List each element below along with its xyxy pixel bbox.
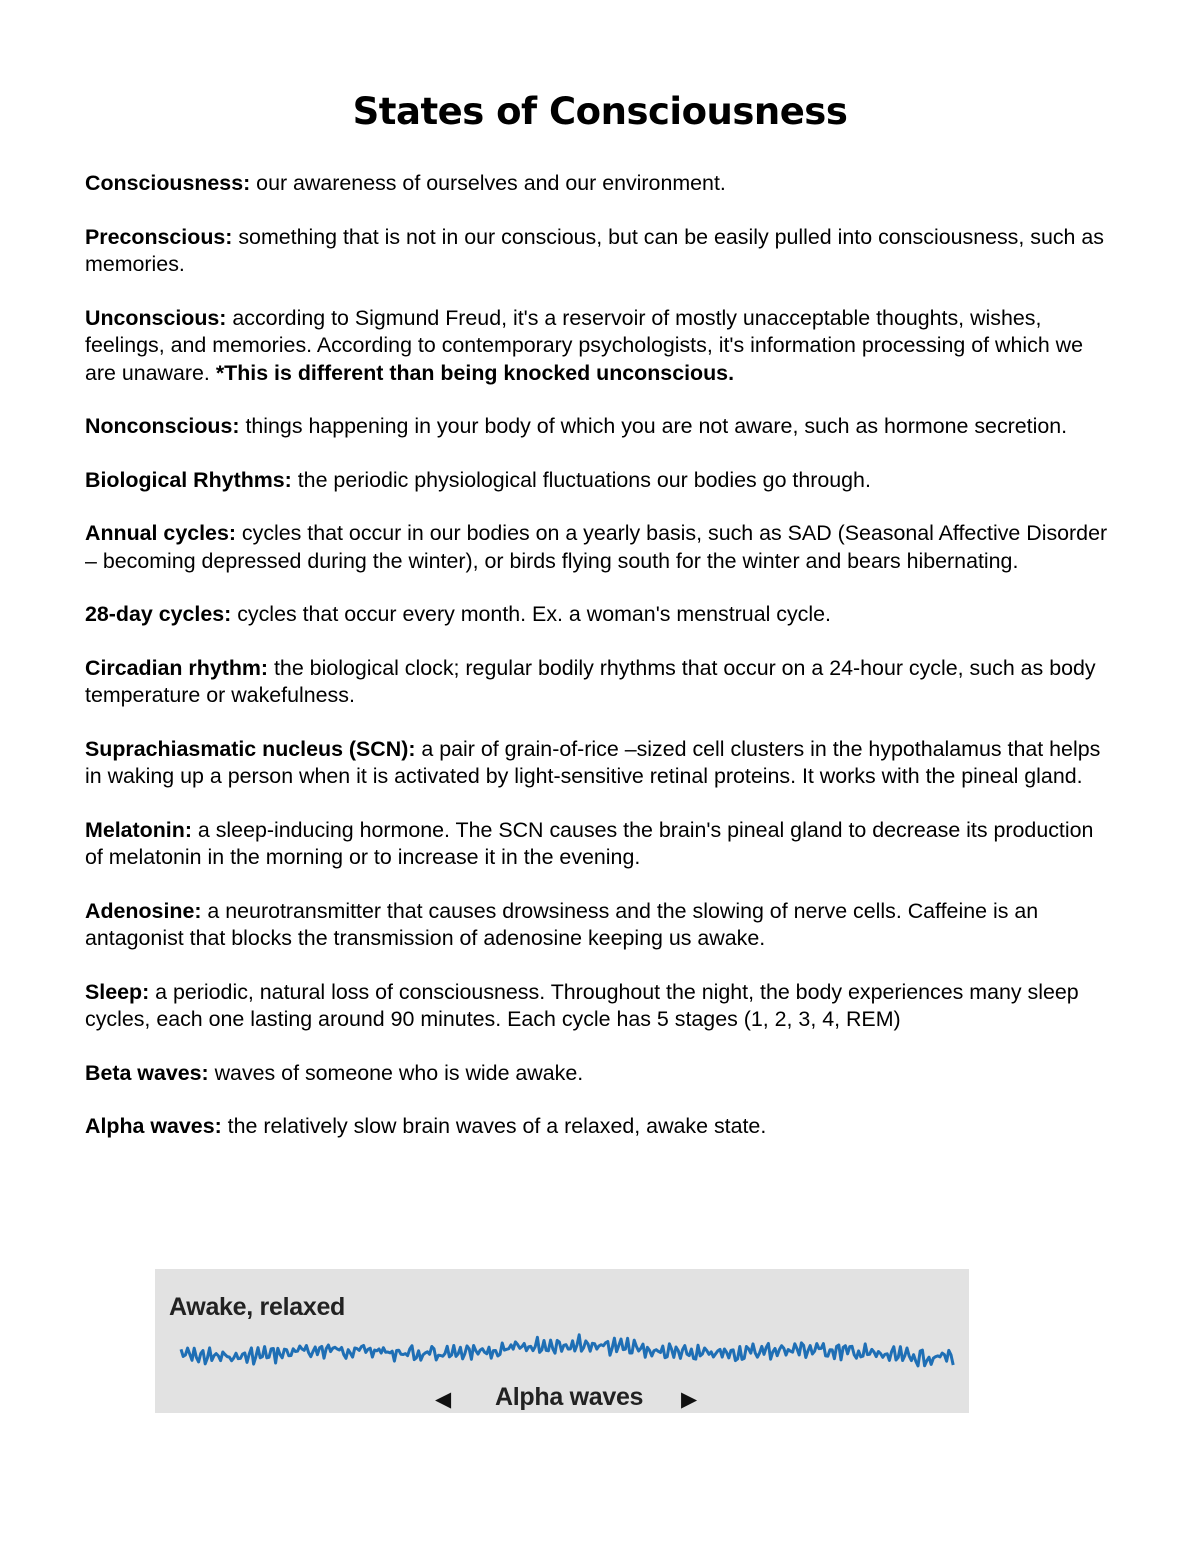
- definition-text: the periodic physiological fluctuations our bodies go through.: [291, 467, 871, 492]
- left-arrow-icon: ◀: [435, 1388, 452, 1411]
- definition-text: our awareness of ourselves and our environment.: [250, 171, 726, 195]
- term: Melatonin:: [85, 817, 192, 842]
- term: Sleep:: [85, 979, 150, 1004]
- definition-beta-waves: [85, 1060, 1115, 1088]
- definition-preconscious: [85, 224, 1115, 279]
- term: Consciousness:: [85, 171, 251, 195]
- alpha-wave-trace: [181, 1335, 953, 1366]
- definition-alpha-waves: [85, 1113, 1115, 1141]
- definition-scn: [85, 736, 1115, 791]
- definition-text: the biological clock; regular bodily rhythms that occur on a 24-hour cycle, such as body temperature or wakefulness.: [85, 655, 1096, 707]
- definition-note: *This is different than being knocked unconscious.: [215, 360, 735, 385]
- figure-heading: Awake, relaxed: [169, 1293, 346, 1321]
- term: Suprachiasmatic nucleus (SCN):: [85, 736, 416, 761]
- term: Biological Rhythms:: [85, 467, 292, 492]
- right-arrow-icon: ▶: [681, 1388, 698, 1411]
- term: Circadian rhythm:: [85, 655, 269, 680]
- figure-caption: Alpha waves: [495, 1383, 644, 1411]
- definition-nonconscious: [85, 413, 1115, 441]
- term: 28-day cycles:: [85, 602, 232, 626]
- definition-text: waves of someone who is wide awake.: [208, 1060, 584, 1085]
- definition-text: according to Sigmund Freud, it's a reservoir of mostly unacceptable thoughts, wishes, feelings, and memories. According to contemporary psychologists, it's information processing of which we are unaware.: [85, 305, 1084, 385]
- term: Nonconscious:: [85, 414, 240, 438]
- definition-text: something that is not in our conscious, but can be easily pulled into consciousness, such as memories.: [85, 224, 1104, 276]
- definition-text: the relatively slow brain waves of a relaxed, awake state.: [221, 1114, 767, 1138]
- definition-biological-rhythms: [85, 467, 1115, 495]
- definition-text: cycles that occur in our bodies on a yearly basis, such as SAD (Seasonal Affective Disorder – becoming depressed during the winter), or birds flying south for the winter and bears hibernating.: [85, 521, 1108, 573]
- definition-text: things happening in your body of which you are not aware, such as hormone secretion.: [239, 414, 1068, 438]
- definition-melatonin: [85, 817, 1115, 872]
- definition-text: a neurotransmitter that causes drowsiness and the slowing of nerve cells. Caffeine is an antagonist that blocks the transmission of adenosine keeping us awake.: [85, 898, 1039, 950]
- definitions-list: [85, 170, 1115, 1167]
- definition-sleep: [85, 979, 1115, 1034]
- definition-28-day-cycles: [85, 601, 1115, 629]
- definition-consciousness: [85, 170, 1115, 198]
- definition-text: cycles that occur every month. Ex. a woman's menstrual cycle.: [231, 602, 831, 626]
- alpha-wave-figure: [155, 1269, 969, 1413]
- definition-text: a periodic, natural loss of consciousness. Throughout the night, the body experiences many sleep cycles, each one lasting around 90 minutes. Each cycle has 5 stages (1, 2, 3, 4, REM): [85, 979, 1079, 1031]
- definition-text: a sleep-inducing hormone. The SCN causes the brain's pineal gland to decrease its production of melatonin in the morning or to increase it in the evening.: [85, 817, 1094, 869]
- definition-text: a pair of grain-of-rice –sized cell clusters in the hypothalamus that helps in waking up a person when it is activated by light-sensitive retinal proteins. It works with the pineal gland.: [85, 736, 1101, 788]
- definition-adenosine: [85, 898, 1115, 953]
- term: Unconscious:: [85, 305, 227, 330]
- definition-annual-cycles: [85, 520, 1115, 575]
- term: Annual cycles:: [85, 521, 236, 545]
- term: Adenosine:: [85, 898, 202, 923]
- term: Alpha waves:: [85, 1114, 222, 1138]
- document-title: States of Consciousness: [352, 90, 848, 133]
- definition-unconscious: [85, 305, 1115, 388]
- term: Preconscious:: [85, 224, 233, 249]
- term: Beta waves:: [85, 1060, 209, 1085]
- definition-circadian-rhythm: [85, 655, 1115, 710]
